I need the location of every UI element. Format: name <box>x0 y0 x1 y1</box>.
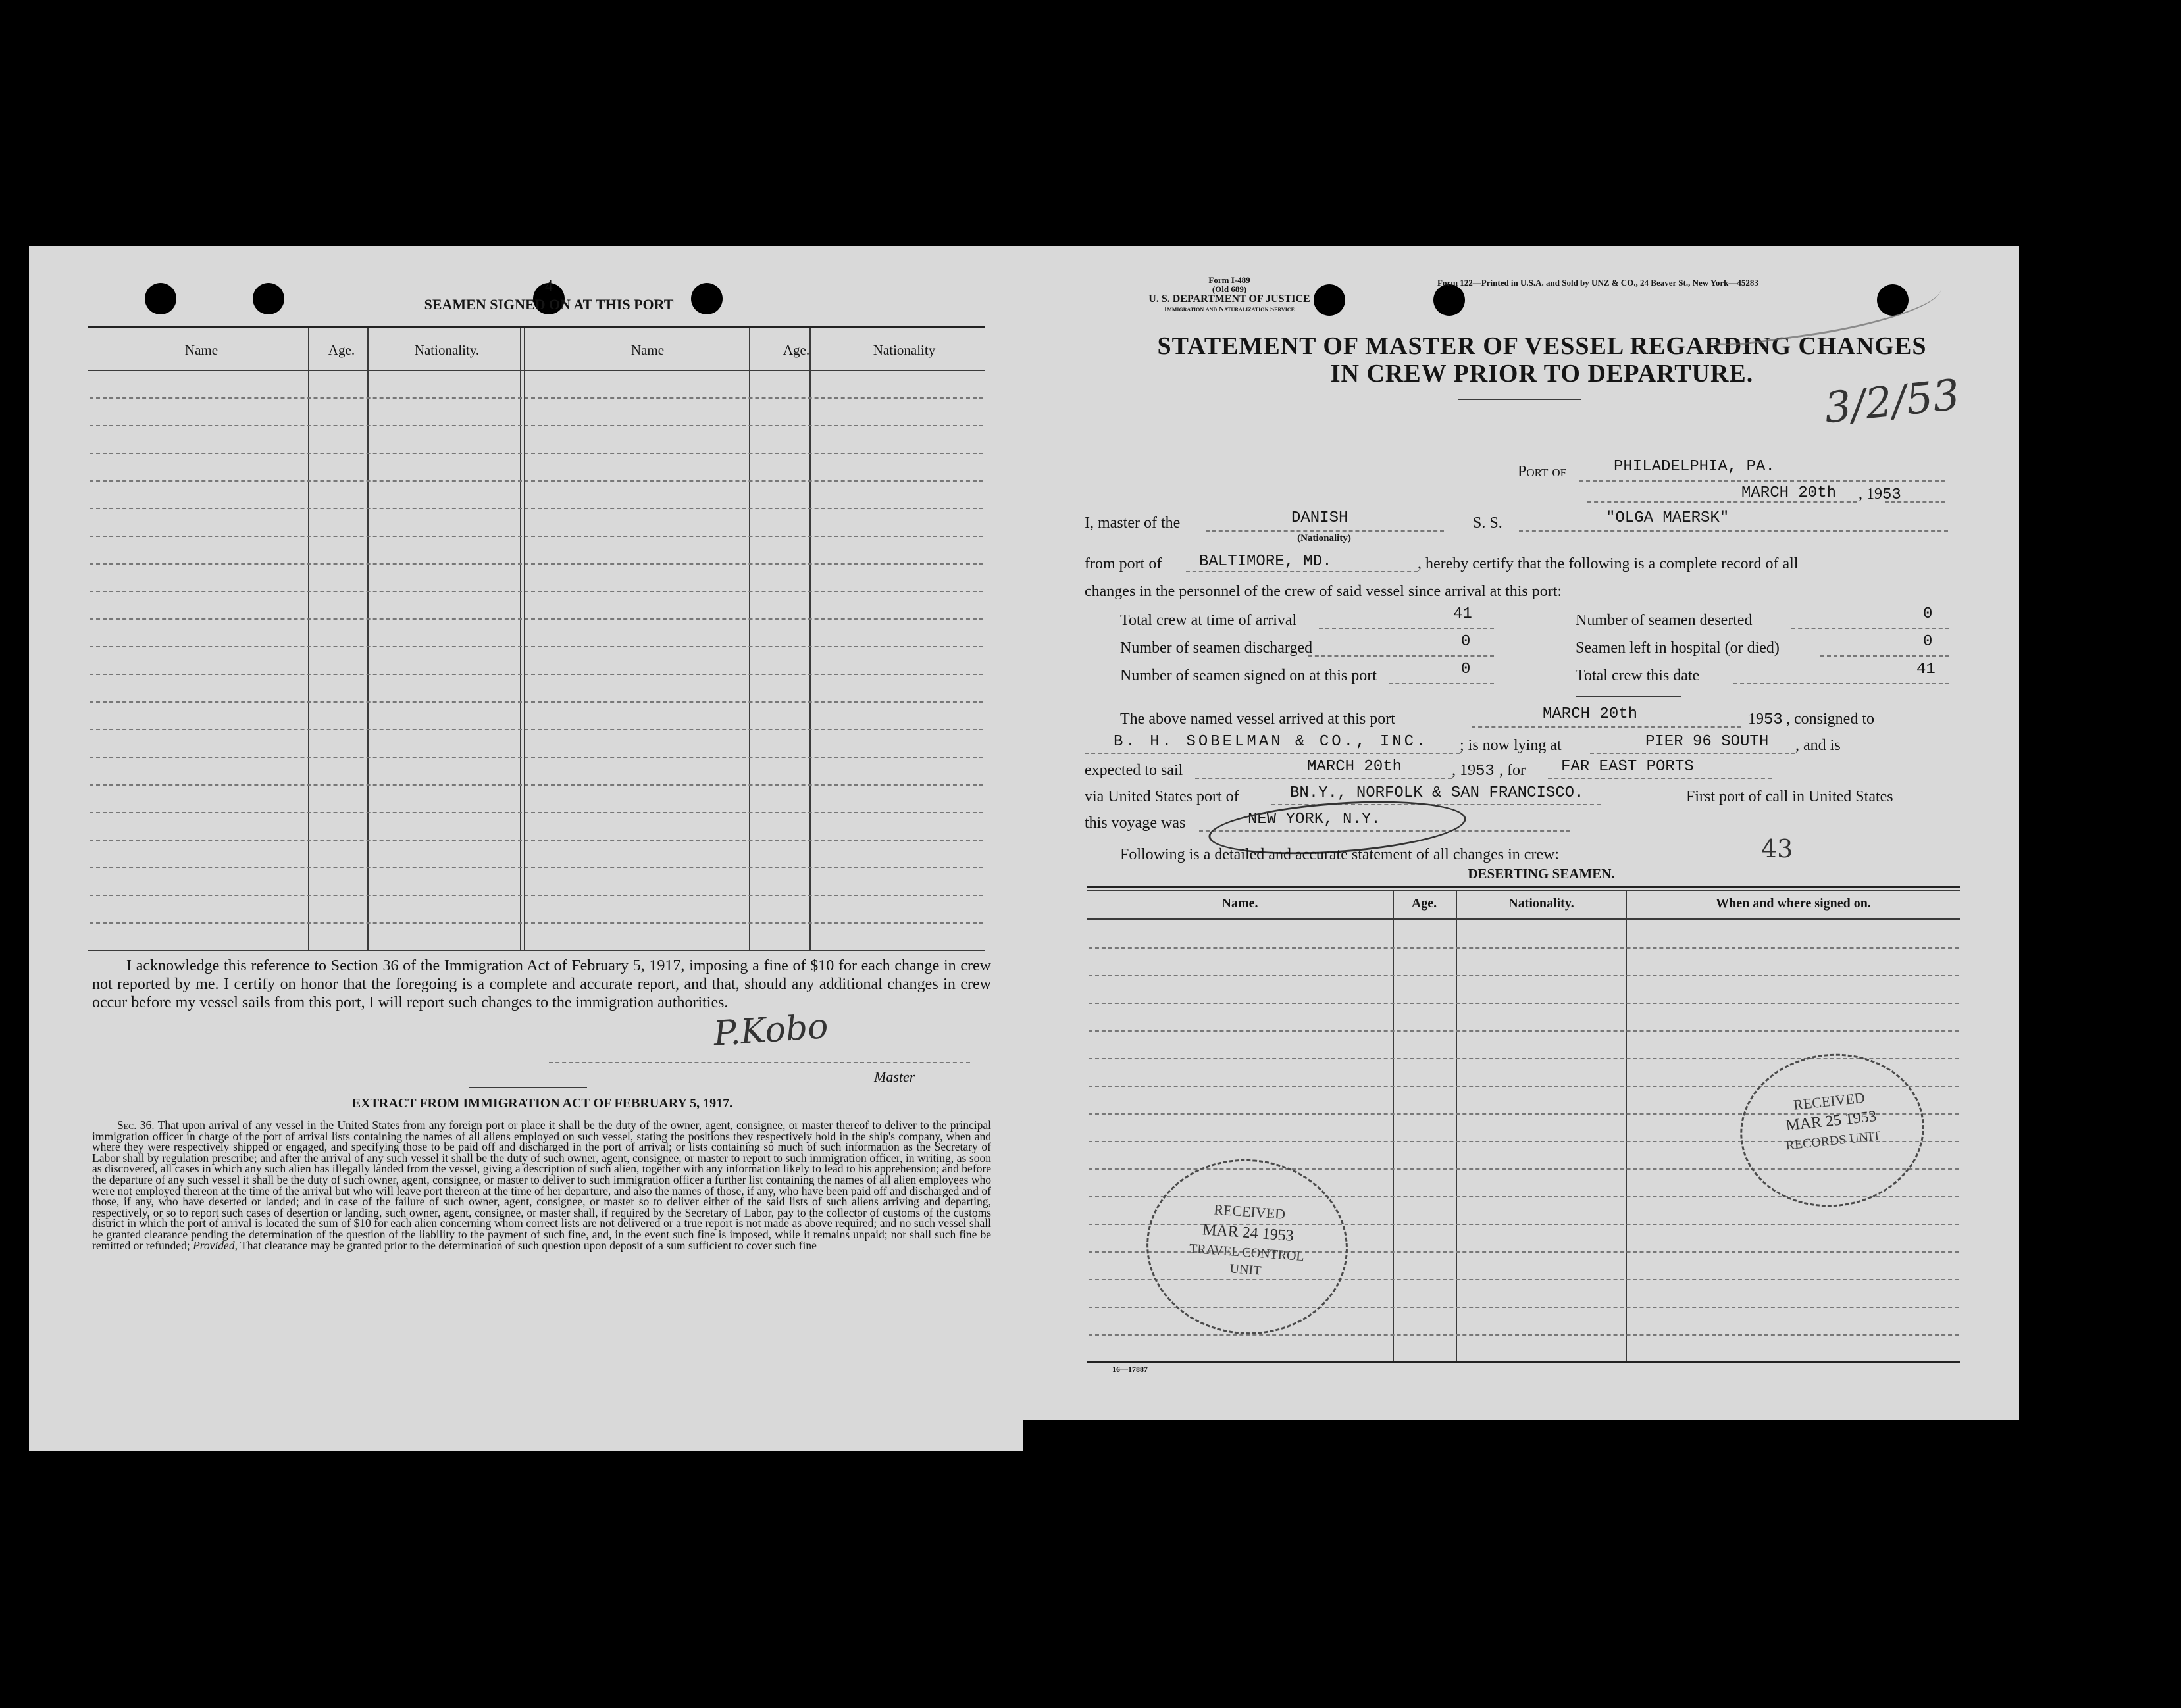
table-row-line <box>90 646 983 647</box>
received-records-stamp <box>1733 1045 1932 1216</box>
stamp-line: TRAVEL CONTROL <box>1189 1241 1305 1265</box>
table-row-line <box>90 453 983 454</box>
count-value-signed-on: 0 <box>1461 661 1471 678</box>
deserting-table-bottom <box>1087 1361 1960 1363</box>
table-row-line <box>90 922 983 924</box>
column-header-nationality: Nationality <box>873 342 936 358</box>
via-label: via United States port of <box>1085 788 1239 805</box>
column-divider <box>1456 891 1457 1361</box>
table-row-line <box>1089 1030 1959 1032</box>
deserting-heading: DESERTING SEAMEN. <box>1468 866 1615 882</box>
date-year-underline <box>1885 501 1945 503</box>
lying-value: PIER 96 SOUTH <box>1645 733 1769 751</box>
extract-rule <box>469 1087 587 1088</box>
acknowledgment-body: I acknowledge this reference to Section 36 of the Immigration Act of February 5, 1917, imposing a fine of $10 for each change in crew not reported by me. I certify on honor that the foregoing is a complete and accurate report, and that, should any additional changes in crew occur before my vessel sails from this port, I will report such changes to the immigration authorities. <box>92 957 991 1011</box>
ship-value: "OLGA MAERSK" <box>1606 509 1730 527</box>
table-row-line <box>90 618 983 620</box>
count-underline <box>1820 655 1949 657</box>
column-divider <box>749 328 750 950</box>
table-row-line <box>90 536 983 537</box>
handwritten-count: 43 <box>1761 834 1793 863</box>
table-row-line <box>90 563 983 565</box>
extract-text <box>92 1120 991 1251</box>
table-row-line <box>90 784 983 786</box>
column-divider <box>1393 891 1394 1361</box>
for-underline <box>1548 778 1772 779</box>
port-label: Port of <box>1518 463 1567 480</box>
changes-text: changes in the personnel of the crew of said vessel since arrival at this port: <box>1085 583 1562 600</box>
column-divider <box>520 328 521 950</box>
arrived-year-value: 53 <box>1764 711 1783 729</box>
lying-underline <box>1590 753 1795 754</box>
form-old-number: (Old 689) <box>1212 284 1247 294</box>
acknowledgment-text <box>92 957 991 1012</box>
arrived-label: The above named vessel arrived at this port <box>1120 711 1395 728</box>
first-call-label: First port of call in United States <box>1686 788 1893 805</box>
right-page <box>1021 246 2019 1420</box>
count-value-total-date: 41 <box>1916 661 1936 678</box>
deserting-col-name: Name. <box>1221 896 1258 911</box>
master-signature: P.Kobo <box>712 1006 830 1055</box>
and-is-label: , and is <box>1795 737 1841 754</box>
consignee-underline <box>1085 753 1460 754</box>
date-year-prefix: , 19 <box>1859 486 1882 503</box>
table-row-line <box>90 480 983 482</box>
column-divider <box>809 328 811 950</box>
table-row-line <box>90 812 983 813</box>
punch-hole <box>1433 284 1465 316</box>
received-travel-control-stamp <box>1141 1153 1354 1342</box>
consignee-value: B. H. SOBELMAN & CO., INC. <box>1114 733 1429 751</box>
date-year-value: 53 <box>1882 486 1901 504</box>
stamp-line: RECEIVED <box>1792 1089 1866 1113</box>
date-value: MARCH 20th <box>1741 484 1837 502</box>
extract-tail: That clearance may be granted prior to the determination of such question upon deposit of a sum sufficient to cover such fine <box>240 1238 817 1252</box>
count-value-deserted: 0 <box>1923 605 1933 623</box>
table-row-line <box>1089 947 1959 949</box>
signature-caption: Master <box>874 1068 915 1085</box>
from-port-value: BALTIMORE, MD. <box>1199 553 1332 570</box>
sail-value: MARCH 20th <box>1307 758 1402 776</box>
column-header-nationality: Nationality. <box>414 342 480 358</box>
deserting-col-when-where: When and where signed on. <box>1716 896 1871 911</box>
ship-underline <box>1519 530 1948 532</box>
left-page <box>29 246 1023 1451</box>
column-divider <box>308 328 309 950</box>
table-row-line <box>1089 975 1959 976</box>
lying-label: ; is now lying at <box>1460 737 1562 754</box>
document-title-line1: STATEMENT OF MASTER OF VESSEL REGARDING CHANGES <box>1157 332 1927 360</box>
consigned-label: , consigned to <box>1786 711 1874 728</box>
master-label: I, master of the <box>1085 515 1181 532</box>
page-number: 4 <box>545 278 553 295</box>
service-name: Immigration and Naturalization Service <box>1164 305 1295 313</box>
count-label-deserted: Number of seamen deserted <box>1576 612 1753 629</box>
column-header-age: Age. <box>783 342 810 358</box>
nationality-underline <box>1206 530 1444 532</box>
arrived-year: 1953 <box>1748 711 1783 729</box>
column-divider <box>1626 891 1627 1361</box>
count-underline <box>1733 683 1949 684</box>
table-row-line <box>90 729 983 730</box>
ss-label: S. S. <box>1473 515 1502 532</box>
extract-title: EXTRACT FROM IMMIGRATION ACT OF FEBRUARY 5, 1917. <box>351 1096 733 1111</box>
count-underline <box>1389 683 1494 684</box>
department-name: U. S. DEPARTMENT OF JUSTICE <box>1148 293 1310 305</box>
punch-hole <box>145 283 176 314</box>
for-value: FAR EAST PORTS <box>1561 758 1694 776</box>
stamp-line: UNIT <box>1229 1261 1262 1278</box>
nationality-value: DANISH <box>1291 509 1348 527</box>
count-label-total-date: Total crew this date <box>1576 667 1700 684</box>
table-row-line <box>90 591 983 592</box>
table-row-line <box>90 508 983 509</box>
table-row-line <box>90 895 983 896</box>
table-header-rule <box>88 370 985 371</box>
printer-line: Form 122—Printed in U.S.A. and Sold by UNZ & CO., 24 Beaver St., New York—45283 <box>1437 278 1758 288</box>
table-row-line <box>90 701 983 703</box>
table-row-line <box>1089 1003 1959 1004</box>
column-header-name: Name <box>184 342 218 358</box>
sail-year: , 1953 <box>1452 762 1495 780</box>
certify-text: , hereby certify that the following is a complete record of all <box>1418 555 1799 572</box>
count-value-hospital: 0 <box>1923 633 1933 651</box>
table-row-line <box>90 397 983 399</box>
count-value-total-arrival: 41 <box>1453 605 1472 623</box>
count-value-discharged: 0 <box>1461 633 1471 651</box>
voyage-value: NEW YORK, N.Y. <box>1248 811 1381 828</box>
extract-provided: Provided, <box>193 1238 238 1252</box>
sail-label: expected to sail <box>1085 762 1183 779</box>
table-bottom-rule <box>88 950 985 951</box>
count-underline <box>1319 628 1494 629</box>
from-port-underline <box>1186 571 1418 572</box>
count-label-hospital: Seamen left in hospital (or died) <box>1576 640 1780 657</box>
via-value: BN.Y., NORFOLK & SAN FRANCISCO. <box>1290 784 1584 802</box>
table-row-line <box>90 867 983 868</box>
form-number: Form I-489 <box>1208 275 1250 285</box>
signature-line <box>549 1062 970 1063</box>
deserting-header-rule <box>1087 918 1960 920</box>
from-port-label: from port of <box>1085 555 1162 572</box>
handwritten-date-note: 3/2/53 <box>1822 370 1963 434</box>
table-row-line <box>90 425 983 426</box>
count-label-signed-on: Number of seamen signed on at this port <box>1120 667 1377 684</box>
table-row-line <box>1089 1334 1959 1336</box>
stamp-date: MAR 25 1953 <box>1785 1107 1878 1135</box>
for-label: , for <box>1499 762 1526 779</box>
count-label-total-arrival: Total crew at time of arrival <box>1120 612 1297 629</box>
stamp-line: RECORDS UNIT <box>1785 1128 1882 1153</box>
column-header-name: Name <box>630 342 665 358</box>
arrived-value: MARCH 20th <box>1543 705 1638 723</box>
deserting-col-nationality: Nationality. <box>1508 896 1574 911</box>
deserting-table-top <box>1087 886 1960 888</box>
stamp-date: MAR 24 1953 <box>1202 1221 1295 1245</box>
count-label-discharged: Number of seamen discharged <box>1120 640 1313 657</box>
title-underline <box>1458 399 1581 400</box>
extract-body: That upon arrival of any vessel in the United States from any foreign port or place it shall be the duty of the owner, agent, consignee, or master thereof to deliver to the principal immigration officer in charge of the port of arrival lists containing the names of all aliens employed on such vessel, stating the positions they respectively hold in the ship's company, when and where they were respectively shipped or engaged, and specifying those to be paid off and discharged in the port of arrival; or lists containing so much of such information as the Secretary of Labor shall by regulation prescribe; and after the arrival of any such vessel it shall be the duty of such owner, agent, consignee, or master to report to such immigration officer, in writing, as soon as discovered, all cases in which any such alien has illegally landed from the vessel, giving a description of such alien, together with any information likely to lead to his apprehension; and before the departure of any such vessel it shall be the duty of such owner, agent, consignee, or master to deliver to such immigration officer a further list containing the names of all alien employees who were not employed thereon at the time of the arrival but who will leave port thereon at the time of her departure, and also the names of those, if any, who have been paid off and discharged and of those, if any, who have deserted or landed; and in case of the failure of such owner, agent, consignee, or master so to deliver either of the said lists of such aliens arriving and departing, respectively, or so to report such cases of desertion or landing, such owner, agent, consignee, or master shall, if required by the Secretary of Labor, pay to the collector of customs of the customs district in which the port of arrival is located the sum of $10 for each alien concerning whom correct lists are not delivered or a true report is not made as above required; and no such vessel shall be granted clearance pending the determination of the question of the liability to the payment of such fine, and, in the event such fine is imposed, while it remains unpaid; nor shall such fine be remitted or refunded; <box>92 1118 991 1252</box>
nationality-caption: (Nationality) <box>1297 533 1351 543</box>
document-title-line2: IN CREW PRIOR TO DEPARTURE. <box>1330 360 1754 388</box>
following-label: Following is a detailed and accurate statement of all changes in crew: <box>1120 846 1560 863</box>
table-top-rule <box>88 326 985 328</box>
table-row-line <box>90 840 983 841</box>
stamp-line: RECEIVED <box>1213 1201 1286 1222</box>
count-underline <box>1308 655 1494 657</box>
port-value: PHILADELPHIA, PA. <box>1614 458 1775 476</box>
deserting-col-age: Age. <box>1411 896 1437 911</box>
counts-divider <box>1576 696 1681 697</box>
footer-code: 16—17887 <box>1112 1365 1148 1374</box>
column-divider <box>524 328 525 950</box>
section-heading: SEAMEN SIGNED ON AT THIS PORT <box>424 296 674 313</box>
table-row-line <box>90 757 983 758</box>
arrived-underline <box>1472 726 1741 728</box>
punch-hole <box>253 283 284 314</box>
voyage-label: this voyage was <box>1085 815 1186 832</box>
table-row-line <box>90 674 983 675</box>
extract-lead: Sec. 36. <box>117 1118 155 1132</box>
deserting-table-top2 <box>1087 890 1960 891</box>
column-divider <box>367 328 369 950</box>
count-underline <box>1791 628 1949 629</box>
sail-year-value: 53 <box>1475 763 1495 780</box>
column-header-age: Age. <box>328 342 355 358</box>
sail-underline <box>1195 778 1452 779</box>
port-underline <box>1579 480 1945 482</box>
